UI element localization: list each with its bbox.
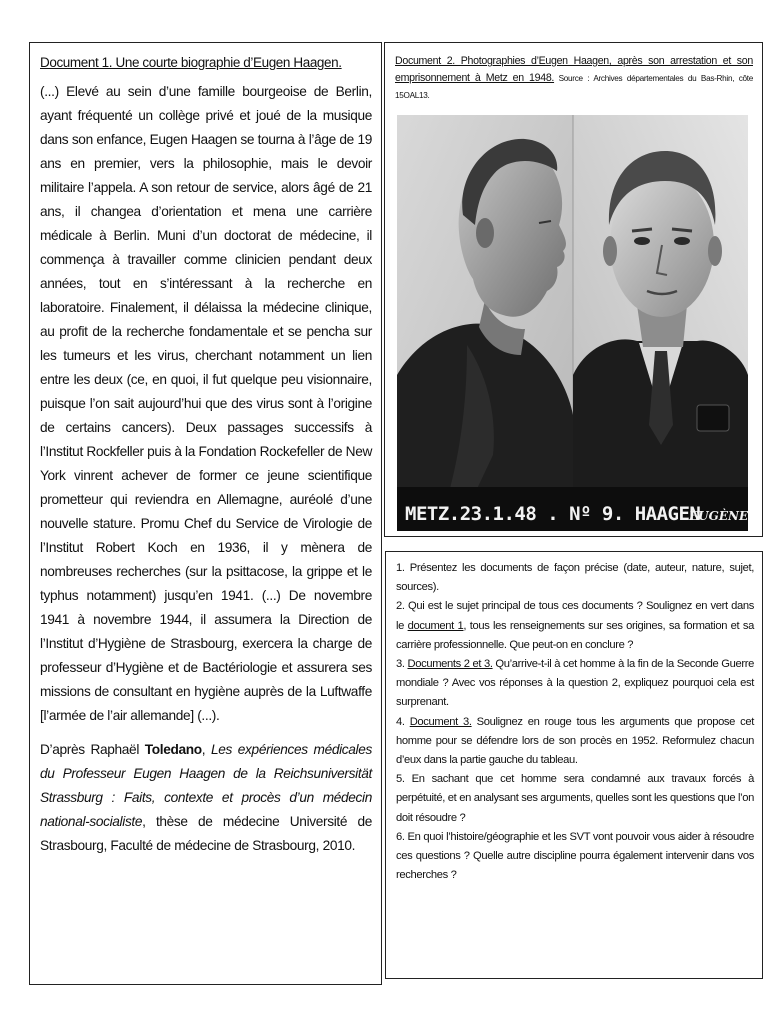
document-2-caption	[395, 53, 753, 104]
question-2-underlined: document 1,	[407, 619, 467, 632]
question-4	[396, 713, 754, 771]
question-6: 6. En quoi l’histoire/géographie et les SVT vont pouvoir vous aider à résoudre ces questions ? Quelle autre discipline pourra également intervenir dans vos recherches ?	[396, 830, 754, 882]
question-4-tail: Soulignez en rouge tous les arguments que propose cet homme pour se défendre lors de son procès en 1952. Reformulez chacun d’eux dans la partie gauche du tableau.	[396, 715, 754, 767]
question-1: 1. Présentez les documents de façon précise (date, auteur, nature, sujet, sources).	[396, 562, 754, 594]
question-3-lead: 3.	[396, 658, 408, 671]
question-2-tail: tous les renseignements sur ses origines, sa formation et sa carrière professionnelle. Que peut-on en conclure ?	[396, 619, 754, 651]
question-3	[396, 655, 754, 713]
question-5: 5. En sachant que cet homme sera condamné aux travaux forcés à perpétuité, et en analysant ses arguments, quelles sont les questions que l’on doit résoudre ?	[396, 773, 754, 824]
citation-author: Toledano	[144, 742, 202, 757]
question-3-tail: Qu’arrive-t-il à cet homme à la fin de la Seconde Guerre mondiale ? Avec vos réponses à la question 2, expliquez pourquoi cela est surprenant.	[396, 658, 754, 709]
citation-prefix: D’après Raphaël	[40, 742, 145, 757]
citation-work: Les expériences médicales du Professeur Eugen Haagen de la Reichsuniversität Strassburg : Faits, contexte et procès d’un médecin national-socialiste	[40, 742, 372, 829]
document-2-source: Source : Archives départementales du Bas-Rhin, côte 15OAL13.	[395, 74, 753, 100]
question-3-underlined: Documents 2 et 3.	[407, 658, 493, 671]
question-4-underlined: Document 3.	[409, 715, 472, 728]
document-1-body: (...) Elevé au sein d’une famille bourgeoise de Berlin, ayant fréquenté un collège privé et joué de la musique dans son enfance, Eugen Haagen se tourna à l’âge de 19 ans en premier, vers la philosophie, mais le devoir militaire l’appela. A son retour de service, alors âgé de 21 ans, il changea d’orientation et mena une carrière médicale à Berlin. Muni d’un doctorat de médecine, il commença à travailler comme clinicien pendant deux années, tout en s’intéressant à la recherche en laboratoire. Finalement, il délaissa la médecine clinique, au profit de la recherche fondamentale et se pencha sur les tumeurs et les virus, cherchant notamment un lien entre les deux (ce, en quoi, il fut quelque peu visionnaire, puisque l’on sait aujourd’hui que des virus sont à l’origine de certains cancers). Deux passages successifs à l’Institut Rockfeller puis à la Fondation Rockefeller de New York vinrent achever de former ce jeune scientifique prometteur qui reviendra en Allemagne, auréolé d’une nouvelle stature. Promu Chef du Service de Virologie de l’Institut Robert Koch en 1936, il y mènera de nombreuses recherches (sur la psittacose, la grippe et le typhus notamment) jusqu’en 1941. (...) De novembre 1941 à novembre 1944, il assumera la Direction de l’Institut d’Hygiène de Strasbourg, exercera la charge de professeur d’Hygiène et de Bactériologie et assurera ses missions de consultant en hygiène auprès de la Luftwaffe [l’armée de l’air allemande] (...).	[40, 84, 373, 723]
mugshot-photograph	[397, 115, 748, 531]
document-1-panel	[29, 42, 382, 985]
document-2-caption-title: Document 2. Photographies d’Eugen Haagen, après son arrestation et son emprisonnement à Metz en 1948.	[395, 55, 753, 84]
document-1-title: Document 1. Une courte biographie d’Eugen Haagen.	[40, 55, 342, 70]
question-2	[396, 597, 754, 655]
document-1-citation	[40, 738, 372, 858]
document-2-panel	[384, 42, 763, 537]
mugshot-plate-name: EUGÈNE	[689, 509, 748, 523]
citation-separator: ,	[201, 742, 212, 757]
question-2-text: 2. Qui est le sujet principal de tous ces documents ? Soulignez en vert dans le	[396, 600, 754, 632]
mugshot-plate-text: METZ.23.1.48 . Nº 9. HAAGEN	[405, 503, 701, 525]
citation-suffix: , thèse de médecine Université de Strasbourg, Faculté de médecine de Strasbourg, 2010.	[40, 814, 372, 853]
question-4-lead: 4.	[396, 715, 410, 728]
questions-panel	[385, 551, 763, 979]
mugshot-illustration	[397, 115, 748, 531]
